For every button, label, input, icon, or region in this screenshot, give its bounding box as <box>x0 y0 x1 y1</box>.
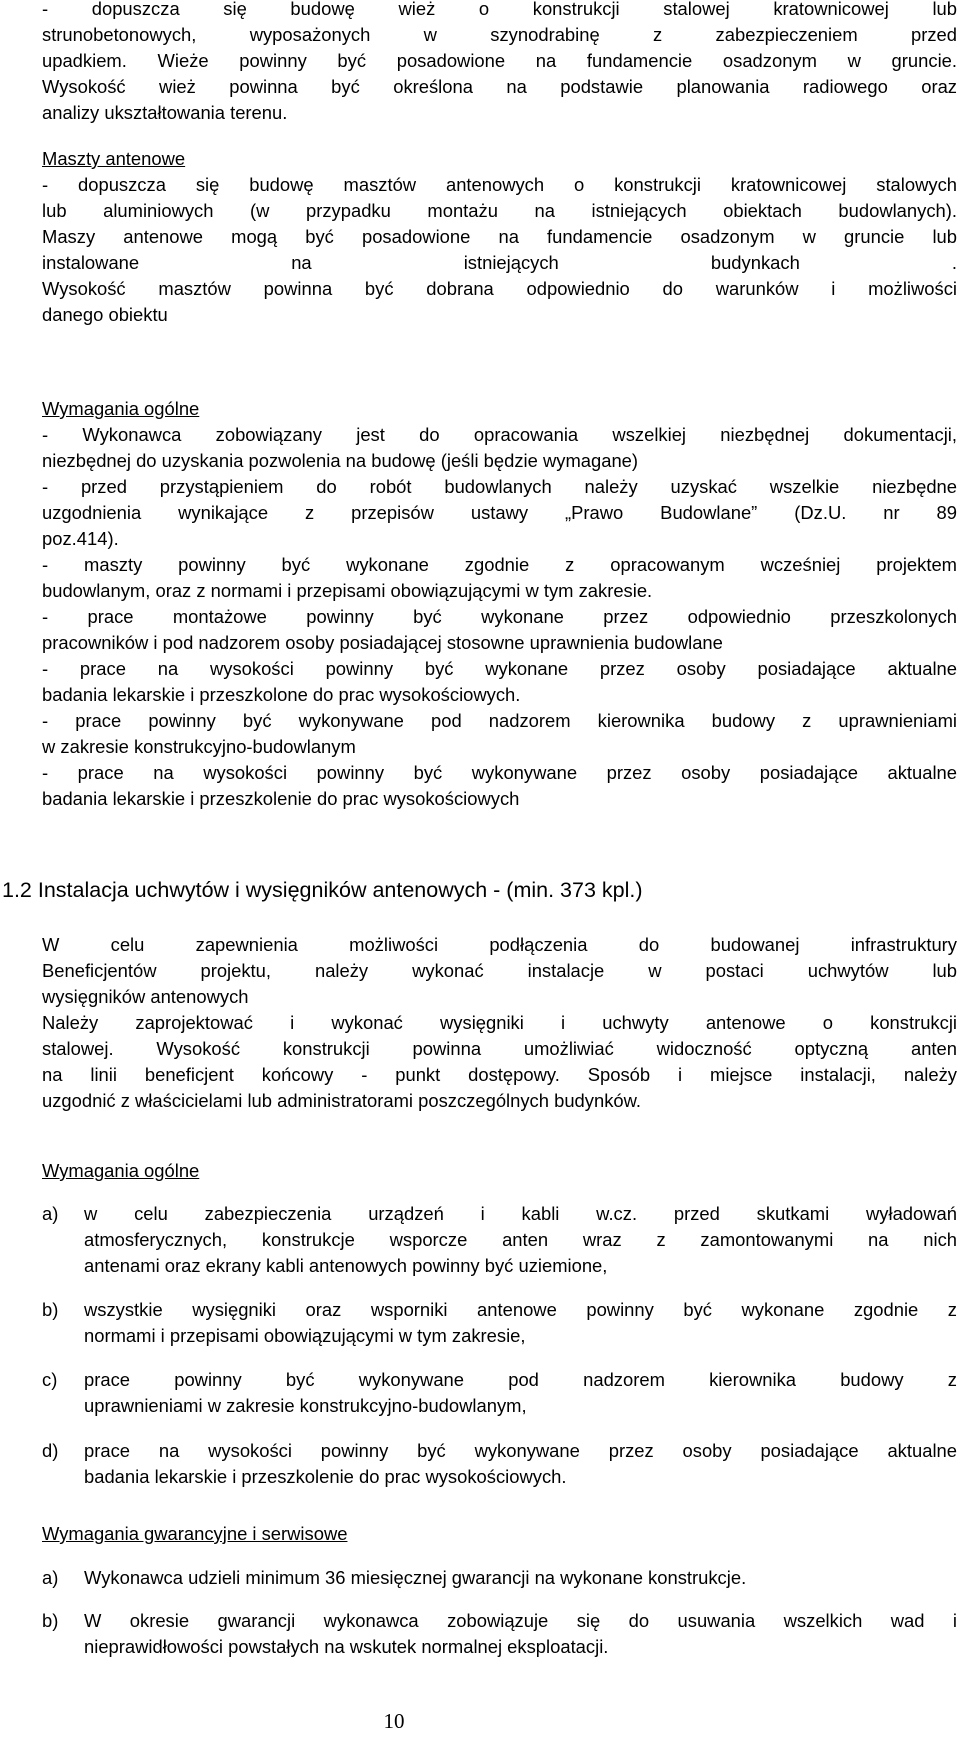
text-line: w zakresie konstrukcyjno-budowlanym <box>42 736 356 757</box>
text-line: stalowej. Wysokość konstrukcji powinna umożliwiać widoczność optyczną anten <box>42 1038 957 1059</box>
text-line: niezbędnej do uzyskania pozwolenia na budowę (jeśli będzie wymagane) <box>42 450 639 471</box>
text-line: antenami oraz ekrany kabli antenowych powinny być uziemione, <box>84 1255 608 1276</box>
list-label: a) <box>42 1567 59 1588</box>
text-line: na linii beneficjent końcowy - punkt dostępowy. Sposób i miejsce instalacji, należy <box>42 1064 957 1085</box>
text-line: prace powinny być wykonywane pod nadzorem kierownika budowy z <box>84 1369 957 1390</box>
text-line: - prace montażowe powinny być wykonane przez odpowiednio przeszkolonych <box>42 606 957 627</box>
section-1-2-body <box>42 932 957 1114</box>
text-line: uprawnieniami w zakresie konstrukcyjno-budowlanym, <box>84 1395 527 1416</box>
masts-section <box>42 146 957 328</box>
text-line: Należy zaprojektować i wykonać wysięgniki i uchwyty antenowe o konstrukcji <box>42 1012 957 1033</box>
text-line: nieprawidłowości powstałych na wskutek normalnej eksploatacji. <box>84 1636 609 1657</box>
text-line: Wysokość wież powinna być określona na podstawie planowania radiowego oraz <box>42 76 957 97</box>
list-label: b) <box>42 1610 59 1631</box>
general-requirements-2-heading <box>42 1158 957 1184</box>
text-line: Beneficjentów projektu, należy wykonać instalacje w postaci uchwytów lub <box>42 960 957 981</box>
text-line: badania lekarskie i przeszkolenie do prac wysokościowych. <box>84 1466 567 1487</box>
list-label: c) <box>42 1369 58 1390</box>
text-line: - prace na wysokości powinny być wykonywane przez osoby posiadające aktualne <box>42 762 957 783</box>
section-1-2-title: 1.2 Instalacja uchwytów i wysięgników antenowych - (min. 373 kpl.) <box>2 878 643 902</box>
text-line: upadkiem. Wieże powinny być posadowione na fundamencie osadzonym w gruncie. <box>42 50 957 71</box>
text-line: badania lekarskie i przeszkolenie do prac wysokościowych <box>42 788 520 809</box>
section-heading: Wymagania ogólne <box>42 1160 200 1181</box>
section-heading: Wymagania gwarancyjne i serwisowe <box>42 1523 348 1544</box>
text-line: pracowników i pod nadzorem osoby posiadającej stosowne uprawnienia budowlane <box>42 632 723 653</box>
text-line: atmosferycznych, konstrukcje wsporcze anten wraz z zamontowanymi na nich <box>84 1229 957 1250</box>
text-line: lub aluminiowych (w przypadku montażu na istniejących obiektach budowlanych). <box>42 200 957 221</box>
text-line: - dopuszcza się budowę wież o konstrukcji stalowej kratownicowej lub <box>42 0 957 19</box>
text-line: - Wykonawca zobowiązany jest do opracowania wszelkiej niezbędnej dokumentacji, <box>42 424 957 445</box>
text-line: wysięgników antenowych <box>42 986 249 1007</box>
text-line: badania lekarskie i przeszkolone do prac wysokościowych. <box>42 684 521 705</box>
text-line: - maszty powinny być wykonane zgodnie z opracowanym wcześniej projektem <box>42 554 957 575</box>
list-label: a) <box>42 1203 59 1224</box>
text-line: strunobetonowych, wyposażonych w szynodrabinę z zabezpieczeniem przed <box>42 24 957 45</box>
page-number: 10 <box>383 1709 405 1733</box>
text-line: Maszy antenowe mogą być posadowione na fundamencie osadzonym w gruncie lub <box>42 226 957 247</box>
towers-paragraph <box>42 0 957 126</box>
text-line: uzgodnić z właścicielami lub administratorami poszczególnych budynków. <box>42 1090 641 1111</box>
list-label: b) <box>42 1299 59 1320</box>
warranty-heading-block <box>42 1521 957 1547</box>
text-line: w celu zabezpieczenia urządzeń i kabli w.cz. przed skutkami wyładowań <box>84 1203 957 1224</box>
text-line: instalowane na istniejących budynkach . <box>42 252 957 273</box>
text-line: normami i przepisami obowiązującymi w tym zakresie, <box>84 1325 526 1346</box>
text-line: Wysokość masztów powinna być dobrana odpowiednio do warunków i możliwości <box>42 278 957 299</box>
text-line: wszystkie wysięgniki oraz wsporniki antenowe powinny być wykonane zgodnie z <box>84 1299 957 1320</box>
text-line: budowlanym, oraz z normami i przepisami obowiązującymi w tym zakresie. <box>42 580 653 601</box>
text-line: poz.414). <box>42 528 119 549</box>
section-heading: Wymagania ogólne <box>42 398 200 419</box>
text-line: - przed przystąpieniem do robót budowlanych należy uzyskać wszelkie niezbędne <box>42 476 957 497</box>
list-label: d) <box>42 1440 59 1461</box>
text-line: W okresie gwarancji wykonawca zobowiązuje się do usuwania wszelkich wad i <box>84 1610 957 1631</box>
general-requirements-1 <box>42 396 957 812</box>
text-line: danego obiektu <box>42 304 168 325</box>
text-line: - prace na wysokości powinny być wykonane przez osoby posiadające aktualne <box>42 658 957 679</box>
text-line: - dopuszcza się budowę masztów antenowych o konstrukcji kratownicowej stalowych <box>42 174 957 195</box>
text-line: W celu zapewnienia możliwości podłączenia do budowanej infrastruktury <box>42 934 957 955</box>
text-line: prace na wysokości powinny być wykonywane przez osoby posiadające aktualne <box>84 1440 957 1461</box>
text-line: analizy ukształtowania terenu. <box>42 102 288 123</box>
section-heading: Maszty antenowe <box>42 148 186 169</box>
text-line: uzgodnienia wynikające z przepisów ustawy „Prawo Budowlane” (Dz.U. nr 89 <box>42 502 957 523</box>
text-line: - prace powinny być wykonywane pod nadzorem kierownika budowy z uprawnieniami <box>42 710 957 731</box>
text-line: Wykonawca udzieli minimum 36 miesięcznej gwarancji na wykonane konstrukcje. <box>84 1567 747 1588</box>
